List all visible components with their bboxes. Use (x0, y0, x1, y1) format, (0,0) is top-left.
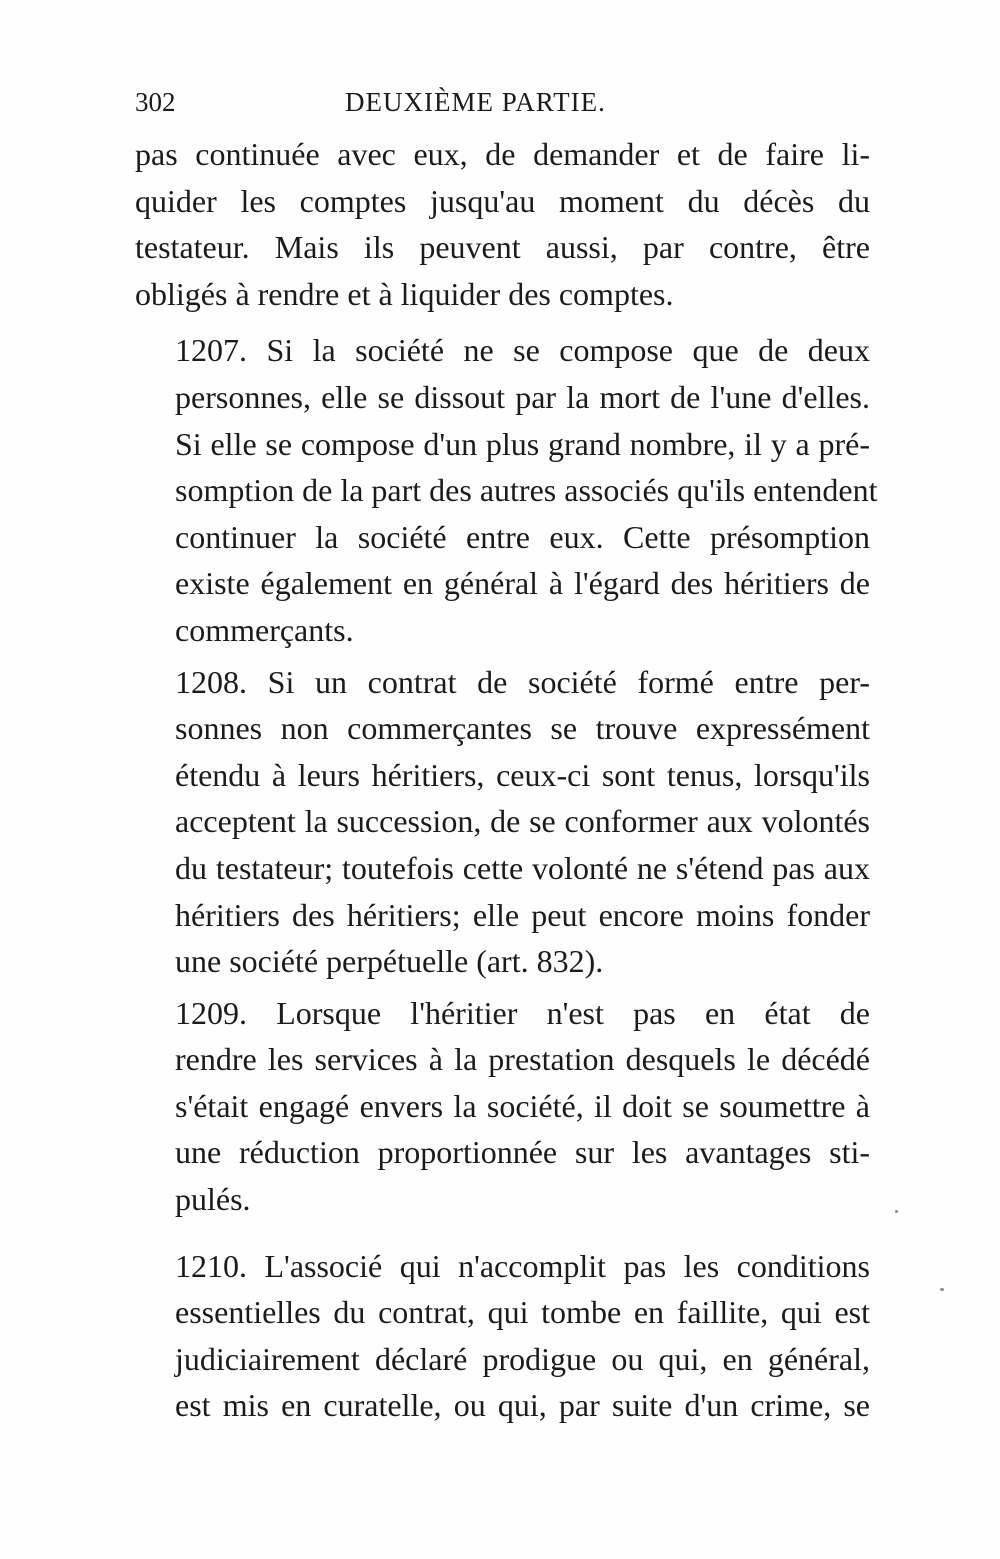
text-line: obligés à rendre et à liquider des comptes. (135, 275, 674, 312)
running-head (135, 82, 870, 122)
text-line: une réduction proportionnée sur les avantages sti- (175, 1134, 870, 1171)
text-line (135, 327, 870, 374)
text-line: acceptent la succession, de se conformer aux volontés (175, 803, 870, 840)
text-line: est mis en curatelle, ou qui, par suite d'un crime, se (175, 1387, 870, 1424)
text-line: du testateur; toutefois cette volonté ne s'étend pas aux (175, 849, 870, 886)
text-line: pulés. (175, 1181, 251, 1218)
article-number: 1210. (175, 1247, 247, 1284)
article-1210 (135, 1243, 870, 1429)
paragraph-continuation (135, 131, 870, 317)
text-line (135, 990, 870, 1037)
body-text (135, 131, 878, 1429)
text-line: quider les comptes jusqu'au moment du décès du (135, 182, 870, 219)
text-line: héritiers des héritiers; elle peut encore moins fonder (175, 896, 870, 933)
text-line: Si elle se compose d'un plus grand nombre, il y a pré- (175, 425, 870, 462)
text-line: testateur. Mais ils peuvent aussi, par contre, être (135, 229, 870, 266)
article-1208 (135, 659, 870, 985)
text-line: commerçants. (175, 611, 354, 648)
text-line: s'était engagé envers la société, il doit se soumettre à (175, 1087, 870, 1124)
running-title: DEUXIÈME PARTIE. (345, 87, 606, 117)
text-line-content: Si la société ne se compose que de deux (266, 332, 871, 369)
scan-speck (895, 1210, 898, 1213)
text-line (135, 1243, 870, 1290)
text-line: rendre les services à la prestation desquels le décédé (175, 1041, 870, 1078)
text-line-content: Si un contrat de société formé entre per- (267, 663, 871, 700)
text-line: étendu à leurs héritiers, ceux-ci sont tenus, lorsqu'ils (175, 756, 870, 793)
text-line: essentielles du contrat, qui tombe en faillite, qui est (175, 1294, 870, 1331)
text-line: pas continuée avec eux, de demander et de faire li- (135, 136, 870, 172)
article-number: 1207. (175, 332, 247, 369)
text-line: somption de la part des autres associés qu'ils entendent (175, 472, 878, 509)
text-line: existe également en général à l'égard des héritiers de (175, 565, 870, 602)
text-line: personnes, elle se dissout par la mort de l'une d'elles. (175, 378, 870, 415)
text-line-content: Lorsque l'héritier n'est pas en état de (276, 994, 870, 1031)
text-line: continuer la société entre eux. Cette présomption (175, 518, 870, 555)
text-line: sonnes non commerçantes se trouve expressément (175, 710, 870, 747)
article-1209 (135, 990, 870, 1223)
article-number: 1209. (175, 994, 247, 1031)
text-line (135, 659, 870, 706)
text-line-content: L'associé qui n'accomplit pas les conditions (264, 1247, 871, 1284)
article-number: 1208. (175, 663, 247, 700)
text-line: une société perpétuelle (art. 832). (175, 943, 604, 980)
article-1207 (135, 327, 878, 653)
page-number: 302 (135, 87, 176, 117)
scan-speck (940, 1288, 944, 1291)
text-line: judiciairement déclaré prodigue ou qui, en général, (175, 1340, 870, 1377)
